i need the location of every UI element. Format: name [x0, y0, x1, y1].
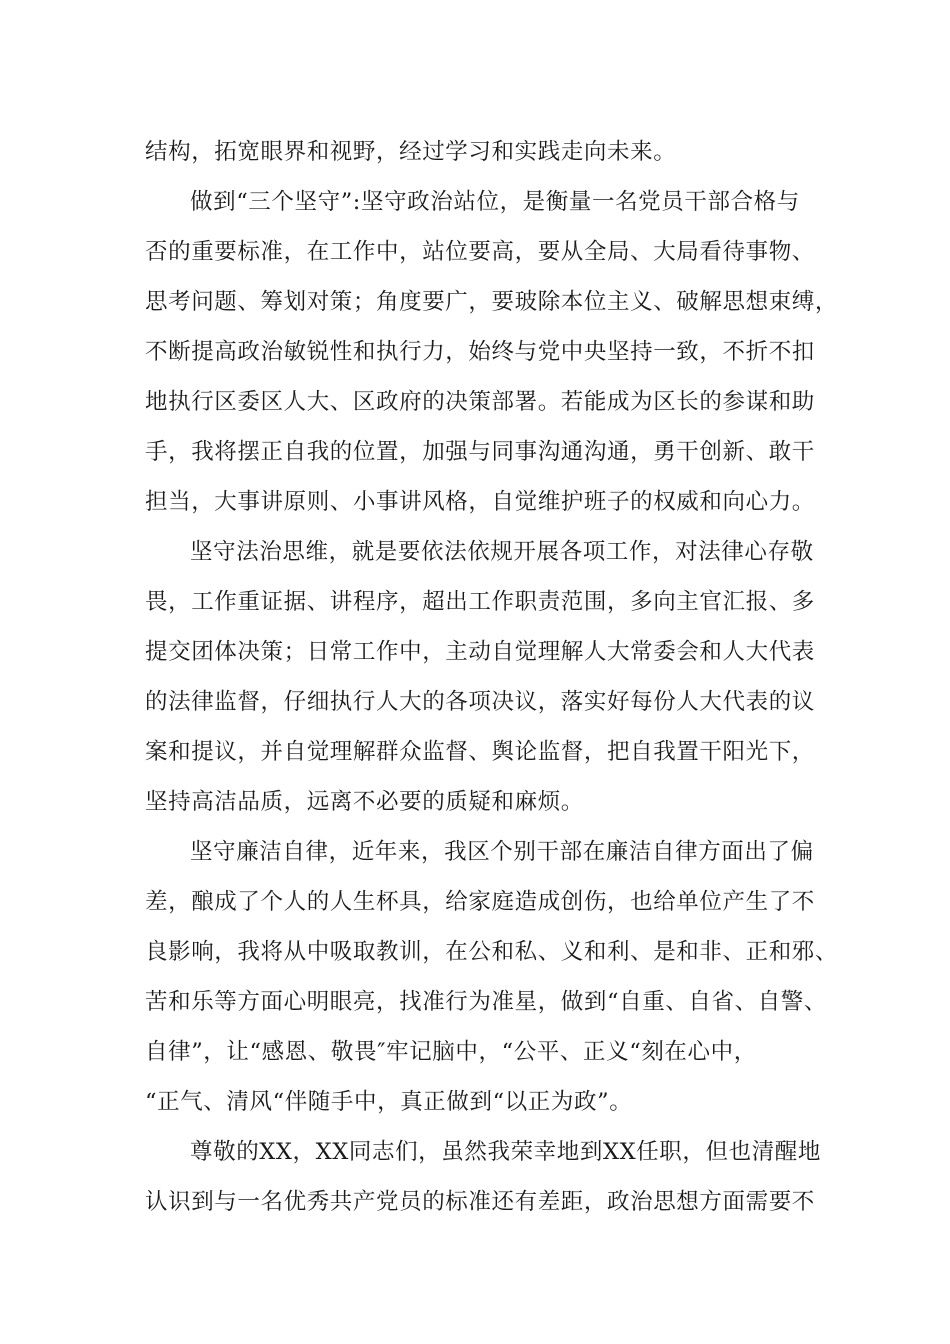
text-line: 的法律监督，仔细执行人大的各项决议，落实好每份人大代表的议: [145, 689, 815, 715]
text-line: 手，我将摆正自我的位置，加强与同事沟通沟通，勇干创新、敢干: [145, 439, 815, 465]
text-line: 良影响，我将从中吸取教训，在公和私、义和利、是和非、正和邪、: [145, 939, 839, 965]
text-line: 担当，大事讲原则、小事讲风格，自觉维护班子的权威和向心力。: [145, 489, 815, 515]
text-line: 差，酿成了个人的人生杯具，给家庭造成创伤，也给单位产生了不: [145, 889, 815, 915]
text-line: 否的重要标准，在工作中，站位要高，要从全局、大局看待事物、: [145, 239, 815, 265]
text-line: 不断提高政治敏锐性和执行力，始终与党中央坚持一致，不折不扣: [145, 339, 815, 365]
text-line: 坚守廉洁自律，近年来，我区个别干部在廉洁自律方面出了偏: [190, 839, 814, 865]
text-line: 结构，拓宽眼界和视野，经过学习和实践走向未来。: [145, 139, 677, 165]
text-line: 畏，工作重证据、讲程序，超出工作职责范围，多向主官汇报、多: [145, 589, 815, 615]
text-line: 尊敬的XX，XX同志们，虽然我荣幸地到XX任职，但也清醒地: [190, 1139, 822, 1165]
text-line: 自律”，让“感恩、敬畏″牢记脑中，“公平、正义“刻在心中，: [145, 1039, 757, 1065]
text-line: 地执行区委区人大、区政府的决策部署。若能成为区长的参谋和助: [145, 389, 815, 415]
text-line: 坚持高洁品质，远离不必要的质疑和麻烦。: [145, 789, 584, 815]
text-line: 思考问题、筹划对策；角度要广，要玻除本位主义、破解思想束缚，: [145, 289, 839, 315]
text-line: 认识到与一名优秀共产党员的标准还有差距，政治思想方面需要不: [145, 1189, 815, 1215]
text-line: “正气、清风“伴随手中，真正做到“以正为政”。: [145, 1089, 633, 1115]
text-line: 坚守法治思维，就是要依法依规开展各项工作，对法律心存敬: [190, 539, 814, 565]
text-line: 提交团体决策；日常工作中，主动自觉理解人大常委会和人大代表: [145, 639, 815, 665]
text-line: 做到“三个坚守”:坚守政治站位，是衡量一名党员干部合格与: [190, 189, 800, 215]
text-line: 案和提议，并自觉理解群众监督、舆论监督，把自我置干阳光下，: [145, 739, 815, 765]
text-line: 苦和乐等方面心明眼亮，找准行为准星，做到“自重、自省、自警、: [145, 989, 828, 1015]
